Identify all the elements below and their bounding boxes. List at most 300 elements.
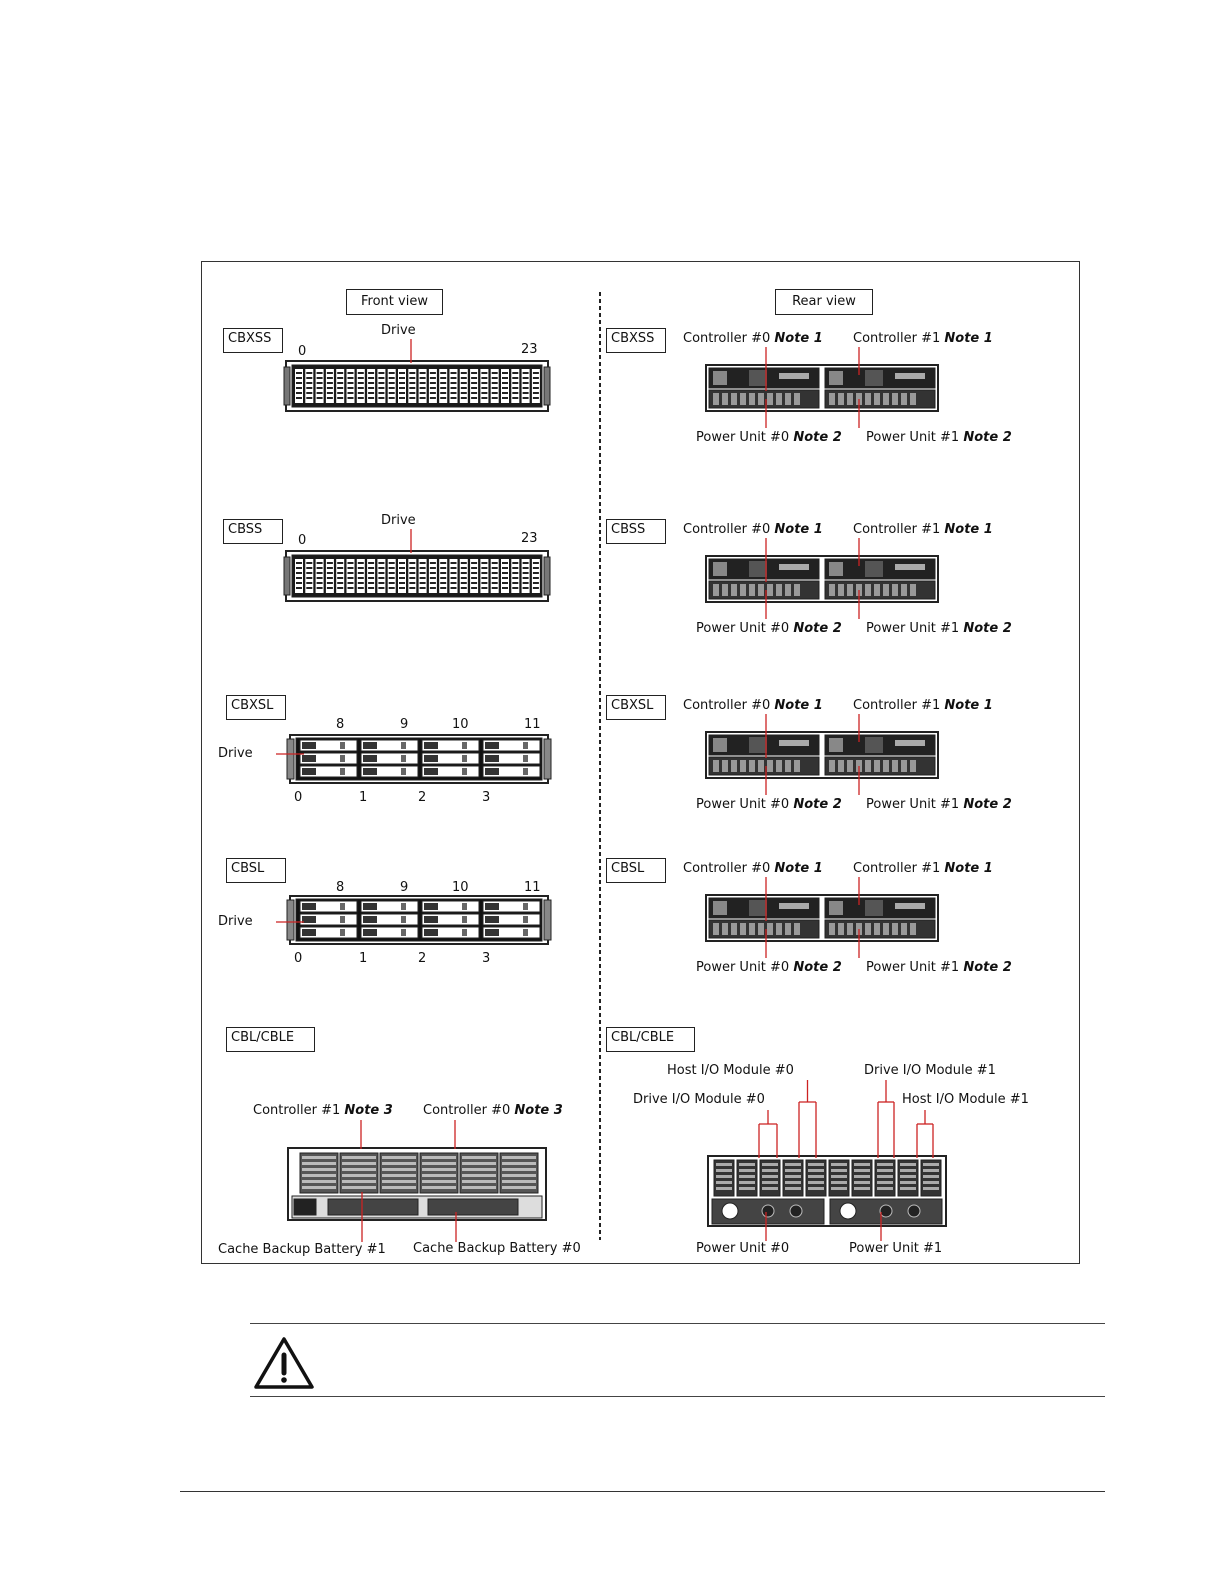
- drive-vent: [451, 587, 457, 589]
- drive-vent: [296, 382, 302, 384]
- drive-vent: [317, 392, 323, 394]
- io-port: [854, 1181, 870, 1184]
- drive-vent: [533, 582, 539, 584]
- drive-vent: [512, 577, 518, 579]
- drive-vent: [420, 382, 426, 384]
- drive-vent: [440, 582, 446, 584]
- drive-latch: [401, 916, 406, 923]
- psu-vent: [776, 923, 782, 935]
- drive-vent: [317, 582, 323, 584]
- drive-vent: [461, 377, 467, 379]
- psu-vent: [910, 760, 916, 772]
- drive-vent: [368, 562, 374, 564]
- cbl-drive-io1-label: Drive I/O Module #1: [864, 1063, 996, 1078]
- psu-vent: [722, 393, 728, 405]
- psu-vent: [838, 584, 844, 596]
- drive-vent: [368, 377, 374, 379]
- drive-vent: [451, 392, 457, 394]
- drive-vent: [337, 582, 343, 584]
- drive-vent: [296, 562, 302, 564]
- psu-vent: [901, 923, 907, 935]
- fan-grille: [462, 1162, 496, 1165]
- drive-vent: [409, 587, 415, 589]
- drive-vent: [502, 397, 508, 399]
- drive-vent: [317, 587, 323, 589]
- io-port: [877, 1169, 893, 1172]
- drive-vent: [409, 567, 415, 569]
- drive-vent: [502, 572, 508, 574]
- psu-vent: [847, 760, 853, 772]
- drive-vent: [348, 567, 354, 569]
- psu-vent: [785, 393, 791, 405]
- fan-grille: [462, 1174, 496, 1177]
- drive-vent: [471, 572, 477, 574]
- drive-handle: [363, 916, 377, 923]
- fan-grille: [422, 1156, 456, 1159]
- drive-label-cbxss: Drive: [381, 323, 416, 338]
- drive-vent: [337, 567, 343, 569]
- drive-vent: [306, 397, 312, 399]
- controller-port: [749, 561, 767, 577]
- drive-latch: [340, 929, 345, 936]
- fan-grille: [342, 1168, 376, 1171]
- fan-grille: [462, 1168, 496, 1171]
- psu-vent: [740, 923, 746, 935]
- drive-vent: [327, 582, 333, 584]
- drive-vent: [440, 372, 446, 374]
- drive-vent: [471, 587, 477, 589]
- psu-vent: [767, 923, 773, 935]
- footer-rule: [180, 1491, 1105, 1492]
- drive-vent: [430, 392, 436, 394]
- model-label-front-cbsl: CBSL: [226, 858, 286, 883]
- drive-vent: [368, 387, 374, 389]
- rear-power1-cbxsl: Power Unit #1 Note 2: [866, 797, 1012, 812]
- psu-vent: [740, 760, 746, 772]
- drive-vent: [523, 397, 529, 399]
- psu-vent: [865, 760, 871, 772]
- io-port: [808, 1187, 824, 1190]
- drive-vent: [389, 567, 395, 569]
- io-port: [923, 1163, 939, 1166]
- io-port: [785, 1175, 801, 1178]
- drive-vent: [430, 562, 436, 564]
- drive-vent: [451, 582, 457, 584]
- rack-ear: [544, 367, 550, 405]
- rear-power1-cbss: Power Unit #1 Note 2: [866, 621, 1012, 636]
- drive-vent: [481, 392, 487, 394]
- drive-handle: [485, 755, 499, 762]
- io-port: [877, 1163, 893, 1166]
- drive-vent: [451, 572, 457, 574]
- psu-fan: [880, 1205, 892, 1217]
- io-port: [785, 1169, 801, 1172]
- drive-vent: [512, 587, 518, 589]
- drive-label-cbsl: Drive: [218, 914, 253, 929]
- slot-bottom-cbxsl-4: 3: [482, 790, 491, 805]
- drive-vent: [327, 562, 333, 564]
- io-port: [923, 1187, 939, 1190]
- drive-vent: [409, 582, 415, 584]
- drive-vent: [378, 562, 384, 564]
- drive-vent: [358, 587, 364, 589]
- model-label-front-cbss: CBSS: [223, 519, 283, 544]
- drive-vent: [512, 567, 518, 569]
- drive-handle: [302, 903, 316, 910]
- drive-latch: [462, 742, 467, 749]
- drive-vent: [430, 377, 436, 379]
- drive-vent: [502, 387, 508, 389]
- cbl-host-io0-label: Host I/O Module #0: [667, 1063, 794, 1078]
- rear-power0-cbxss: Power Unit #0 Note 2: [696, 430, 842, 445]
- drive-vent: [306, 562, 312, 564]
- drive-vent: [296, 397, 302, 399]
- rear-power1-cbsl: Power Unit #1 Note 2: [866, 960, 1012, 975]
- rack-ear: [544, 557, 550, 595]
- psu-vent: [713, 760, 719, 772]
- controller-led-bar: [895, 373, 925, 379]
- drive-vent: [358, 392, 364, 394]
- psu-vent: [829, 584, 835, 596]
- drive-vent: [481, 587, 487, 589]
- model-label-front-cbl: CBL/CBLE: [226, 1027, 315, 1052]
- psu-vent: [785, 923, 791, 935]
- psu-vent: [758, 760, 764, 772]
- drive-vent: [296, 582, 302, 584]
- drive-vent: [461, 567, 467, 569]
- controller-port: [749, 737, 767, 753]
- slot-top-cbxsl-3: 10: [452, 717, 469, 732]
- drive-vent: [327, 587, 333, 589]
- controller-led-bar: [895, 564, 925, 570]
- drive-handle: [363, 755, 377, 762]
- drive-vent: [512, 572, 518, 574]
- drive-vent: [492, 572, 498, 574]
- controller-led-bar: [895, 740, 925, 746]
- drive-vent: [296, 392, 302, 394]
- drive-vent: [502, 582, 508, 584]
- slot-bottom-cbsl-2: 1: [359, 951, 368, 966]
- drive-vent: [389, 582, 395, 584]
- cbss-front-chassis: [284, 551, 550, 601]
- drive-vent: [409, 377, 415, 379]
- slot-bottom-cbxsl-2: 1: [359, 790, 368, 805]
- drive-handle: [302, 742, 316, 749]
- psu-fan: [762, 1205, 774, 1217]
- psu-vent: [883, 393, 889, 405]
- drive-vent: [348, 587, 354, 589]
- drive-vent: [420, 567, 426, 569]
- fan-grille: [302, 1180, 336, 1183]
- drive-vent: [378, 397, 384, 399]
- drive-vent: [378, 587, 384, 589]
- io-port: [877, 1181, 893, 1184]
- cbl-drive-io0-bracket: [759, 1110, 777, 1158]
- drive-handle: [424, 768, 438, 775]
- drive-vent: [378, 377, 384, 379]
- drive-vent: [306, 382, 312, 384]
- drive-latch: [401, 755, 406, 762]
- psu-vent: [749, 923, 755, 935]
- cbl-host-io1-bracket: [917, 1110, 933, 1158]
- controller-port: [713, 738, 727, 752]
- drive-vent: [409, 572, 415, 574]
- drive-vent: [492, 377, 498, 379]
- controller-led-bar: [895, 903, 925, 909]
- drive-vent: [358, 382, 364, 384]
- drive-vent: [471, 382, 477, 384]
- drive-vent: [337, 397, 343, 399]
- fan-grille: [422, 1162, 456, 1165]
- drive-vent: [430, 567, 436, 569]
- fan-grille: [342, 1162, 376, 1165]
- cbl-front-controller0-label: Controller #0 Note 3: [423, 1103, 563, 1118]
- fan-grille: [302, 1168, 336, 1171]
- drive-vent: [523, 582, 529, 584]
- drive-vent: [296, 567, 302, 569]
- io-port: [762, 1181, 778, 1184]
- psu-vent: [740, 584, 746, 596]
- drive-vent: [327, 372, 333, 374]
- drive-vent: [492, 392, 498, 394]
- drive-vent: [378, 572, 384, 574]
- slot-first-cbxss: 0: [298, 344, 307, 359]
- drive-latch: [340, 903, 345, 910]
- io-port: [808, 1169, 824, 1172]
- drive-vent: [399, 372, 405, 374]
- cbl-host-io1-label: Host I/O Module #1: [902, 1092, 1029, 1107]
- fan-grille: [382, 1180, 416, 1183]
- rear-power0-cbss: Power Unit #0 Note 2: [696, 621, 842, 636]
- drive-vent: [327, 577, 333, 579]
- drive-vent: [451, 577, 457, 579]
- psu-vent: [776, 393, 782, 405]
- drive-vent: [358, 567, 364, 569]
- drive-label-cbxsl: Drive: [218, 746, 253, 761]
- drive-vent: [502, 372, 508, 374]
- drive-vent: [533, 577, 539, 579]
- io-port: [739, 1175, 755, 1178]
- drive-vent: [512, 582, 518, 584]
- controller-port: [865, 561, 883, 577]
- drive-vent: [337, 392, 343, 394]
- controller-led-bar: [779, 564, 809, 570]
- rear-controller1-cbss: Controller #1 Note 1: [853, 522, 993, 537]
- io-port: [716, 1169, 732, 1172]
- io-port: [716, 1163, 732, 1166]
- controller-led-bar: [779, 740, 809, 746]
- drive-vent: [481, 562, 487, 564]
- battery-module: [328, 1199, 418, 1215]
- drive-vent: [481, 567, 487, 569]
- drive-vent: [306, 587, 312, 589]
- drive-vent: [512, 397, 518, 399]
- drive-vent: [420, 582, 426, 584]
- drive-vent: [317, 562, 323, 564]
- drive-vent: [492, 562, 498, 564]
- io-port: [854, 1163, 870, 1166]
- psu-vent: [910, 393, 916, 405]
- slot-last-cbxss: 23: [521, 342, 538, 357]
- drive-vent: [348, 562, 354, 564]
- drive-handle: [485, 742, 499, 749]
- drive-latch: [340, 916, 345, 923]
- drive-vent: [492, 387, 498, 389]
- psu-vent: [847, 923, 853, 935]
- fan-grille: [302, 1156, 336, 1159]
- drive-vent: [502, 577, 508, 579]
- drive-vent: [440, 577, 446, 579]
- drive-vent: [378, 387, 384, 389]
- io-port: [762, 1169, 778, 1172]
- rear-chassis-cbxss: [706, 365, 938, 411]
- drive-vent: [533, 587, 539, 589]
- drive-handle: [363, 903, 377, 910]
- drive-vent: [348, 382, 354, 384]
- drive-vent: [420, 387, 426, 389]
- drive-vent: [420, 562, 426, 564]
- drive-vent: [512, 392, 518, 394]
- rear-controller1-cbxss: Controller #1 Note 1: [853, 331, 993, 346]
- drive-vent: [440, 567, 446, 569]
- psu-vent: [838, 760, 844, 772]
- drive-vent: [358, 572, 364, 574]
- controller-port: [829, 738, 843, 752]
- drive-vent: [461, 577, 467, 579]
- drive-vent: [306, 372, 312, 374]
- drive-vent: [348, 377, 354, 379]
- drive-vent: [502, 382, 508, 384]
- fan-grille: [502, 1186, 536, 1189]
- power-switch: [294, 1199, 316, 1215]
- psu-vent: [731, 584, 737, 596]
- fan-grille: [422, 1174, 456, 1177]
- io-port: [900, 1169, 916, 1172]
- drive-vent: [399, 562, 405, 564]
- drive-handle: [302, 755, 316, 762]
- drive-latch: [401, 768, 406, 775]
- drive-vent: [461, 582, 467, 584]
- controller-led-bar: [779, 903, 809, 909]
- fan-grille: [502, 1162, 536, 1165]
- drive-vent: [389, 372, 395, 374]
- drive-vent: [523, 587, 529, 589]
- drive-vent: [327, 572, 333, 574]
- drive-vent: [358, 562, 364, 564]
- psu-vent: [829, 393, 835, 405]
- fan-grille: [382, 1186, 416, 1189]
- psu-vent: [829, 923, 835, 935]
- drive-vent: [471, 582, 477, 584]
- drive-vent: [533, 562, 539, 564]
- drive-vent: [523, 577, 529, 579]
- io-port: [739, 1169, 755, 1172]
- psu-vent: [794, 760, 800, 772]
- io-port: [877, 1187, 893, 1190]
- drive-vent: [389, 587, 395, 589]
- drive-vent: [327, 567, 333, 569]
- psu-vent: [892, 393, 898, 405]
- fan-grille: [342, 1186, 376, 1189]
- rear-chassis-cbss: [706, 556, 938, 602]
- drive-handle: [302, 768, 316, 775]
- drive-vent: [409, 387, 415, 389]
- drive-vent: [492, 582, 498, 584]
- cbxss-front-chassis: [284, 361, 550, 411]
- drive-vent: [430, 572, 436, 574]
- drive-vent: [440, 377, 446, 379]
- io-port: [785, 1187, 801, 1190]
- io-port: [923, 1181, 939, 1184]
- psu-vent: [883, 923, 889, 935]
- drive-vent: [502, 567, 508, 569]
- drive-vent: [430, 372, 436, 374]
- drive-vent: [337, 372, 343, 374]
- psu-vent: [758, 584, 764, 596]
- drive-vent: [368, 587, 374, 589]
- drive-vent: [461, 562, 467, 564]
- drive-vent: [368, 567, 374, 569]
- slot-top-cbsl-3: 10: [452, 880, 469, 895]
- cbl-rear-chassis: [708, 1156, 946, 1226]
- slot-top-cbsl-2: 9: [400, 880, 409, 895]
- io-port: [808, 1163, 824, 1166]
- psu-vent: [749, 393, 755, 405]
- rack-ear: [284, 557, 290, 595]
- cbl-host-io0-bracket: [799, 1080, 816, 1158]
- drive-vent: [430, 582, 436, 584]
- controller-port: [865, 370, 883, 386]
- rear-controller1-cbxsl: Controller #1 Note 1: [853, 698, 993, 713]
- drive-vent: [317, 372, 323, 374]
- cbl-front-chassis: [288, 1148, 546, 1220]
- drive-label-cbss: Drive: [381, 513, 416, 528]
- psu-vent: [910, 584, 916, 596]
- drive-vent: [440, 397, 446, 399]
- drive-vent: [471, 387, 477, 389]
- drive-vent: [409, 562, 415, 564]
- drive-vent: [358, 372, 364, 374]
- psu-vent: [749, 760, 755, 772]
- psu-vent: [758, 393, 764, 405]
- drive-vent: [306, 392, 312, 394]
- rear-power1-cbxss: Power Unit #1 Note 2: [866, 430, 1012, 445]
- psu-vent: [874, 760, 880, 772]
- io-port: [900, 1163, 916, 1166]
- drive-vent: [461, 392, 467, 394]
- drive-vent: [399, 582, 405, 584]
- drive-vent: [317, 577, 323, 579]
- slot-top-cbsl-4: 11: [524, 880, 541, 895]
- psu-vent: [713, 923, 719, 935]
- drive-vent: [420, 392, 426, 394]
- fan-grille: [462, 1186, 496, 1189]
- drive-latch: [401, 742, 406, 749]
- drive-vent: [420, 572, 426, 574]
- drive-vent: [492, 397, 498, 399]
- drive-vent: [306, 582, 312, 584]
- drive-vent: [471, 377, 477, 379]
- drive-vent: [533, 372, 539, 374]
- drive-vent: [461, 382, 467, 384]
- io-port: [739, 1187, 755, 1190]
- drive-latch: [523, 916, 528, 923]
- fan-grille: [422, 1186, 456, 1189]
- io-port: [762, 1163, 778, 1166]
- drive-vent: [512, 387, 518, 389]
- io-port: [716, 1175, 732, 1178]
- psu-vent: [794, 923, 800, 935]
